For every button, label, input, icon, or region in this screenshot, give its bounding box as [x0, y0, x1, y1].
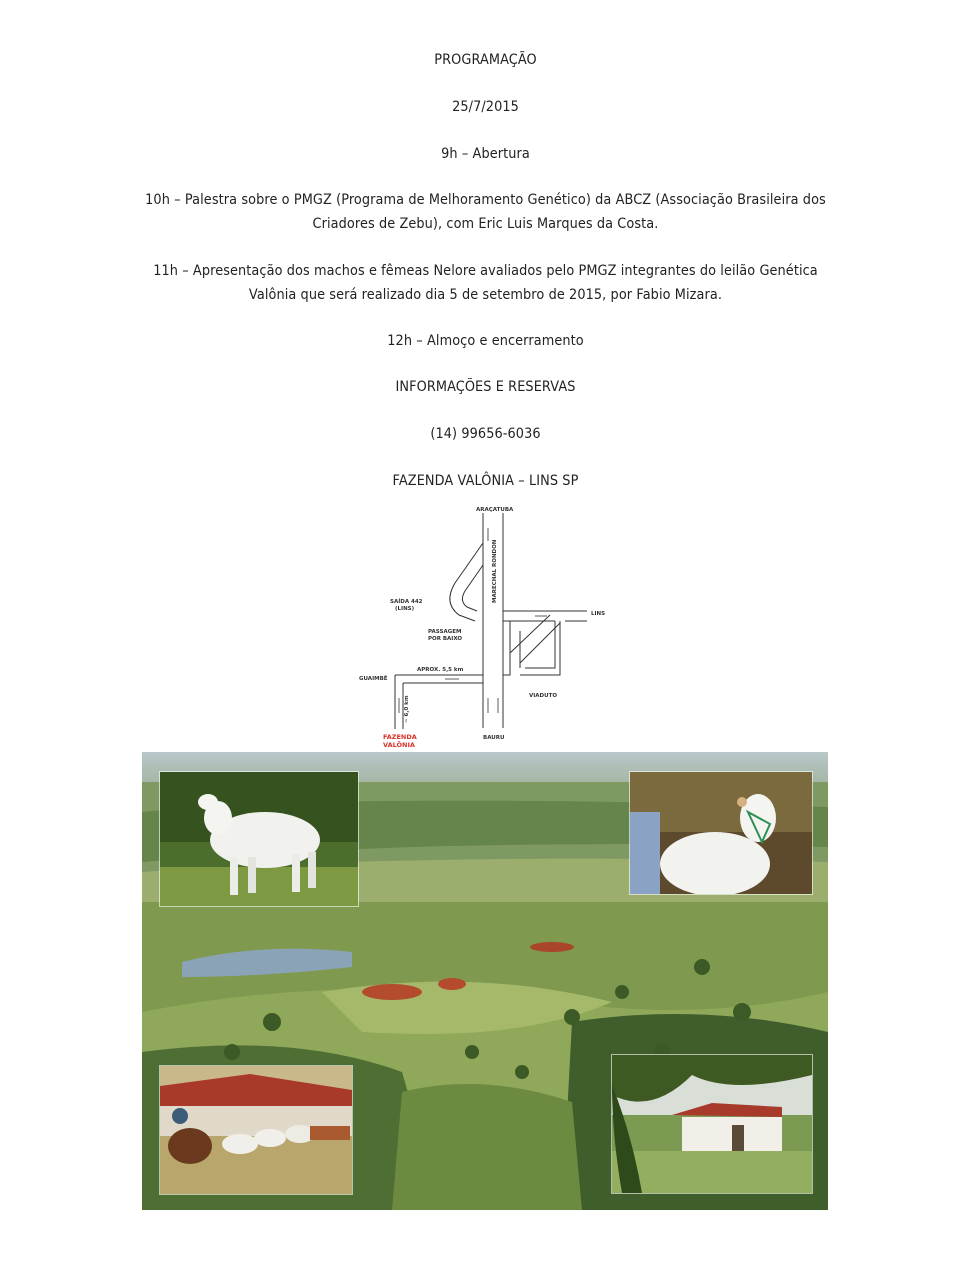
- map-label-distance-2: ~ 6,0 km: [404, 695, 410, 723]
- photo-nelore-cow-with-handler: [630, 772, 812, 894]
- map-label-viaduct: VIADUTO: [529, 693, 558, 699]
- program-item-opening: 9h – Abertura: [441, 146, 530, 162]
- program-title: PROGRAMAÇÃO: [434, 52, 537, 68]
- map-label-exit-line2: (LINS): [395, 606, 415, 612]
- program-date: 25/7/2015: [452, 99, 519, 115]
- map-label-farm-line2: VALÔNIA: [383, 741, 415, 749]
- map-label-exit-line1: SAÍDA 442: [390, 599, 423, 605]
- map-label-lins: LINS: [591, 611, 606, 617]
- map-label-underpass-line1: PASSAGEM: [428, 629, 462, 635]
- program-item-lecture-line1: 10h – Palestra sobre o PMGZ (Programa de Melhoramento Genético) da ABCZ (Associação Brasileira dos: [145, 192, 826, 208]
- route-map: [355, 503, 615, 751]
- map-label-farm-line1: FAZENDA: [383, 733, 417, 741]
- program-item-lecture-line2: Criadores de Zebu), com Eric Luis Marques da Costa.: [312, 216, 659, 232]
- program-item-presentation-line2: Valônia que será realizado dia 5 de setembro de 2015, por Fabio Mizara.: [248, 287, 723, 303]
- photo-white-nelore-bull: [160, 772, 358, 906]
- photo-cowboy-herding-cattle: [160, 1066, 352, 1194]
- map-label-guaimbe: GUAIMBÊ: [359, 676, 388, 682]
- photo-farmhouse-under-trees: [612, 1055, 812, 1193]
- info-location: FAZENDA VALÔNIA – LINS SP: [392, 473, 579, 489]
- aerial-farm-photo: [142, 752, 828, 1210]
- map-label-north: ARAÇATUBA: [476, 507, 514, 513]
- map-label-distance-1: APROX. 5,5 km: [417, 667, 464, 673]
- map-label-south: BAURU: [483, 735, 505, 741]
- program-item-lunch: 12h – Almoço e encerramento: [387, 333, 584, 349]
- map-label-highway: MARECHAL RONDON: [492, 539, 498, 603]
- map-label-underpass-line2: POR BAIXO: [428, 636, 463, 642]
- info-phone: (14) 99656-6036: [430, 426, 541, 442]
- program-item-presentation-line1: 11h – Apresentação dos machos e fêmeas Nelore avaliados pelo PMGZ integrantes do leilão Genética: [153, 263, 818, 279]
- info-heading: INFORMAÇÕES E RESERVAS: [395, 379, 576, 395]
